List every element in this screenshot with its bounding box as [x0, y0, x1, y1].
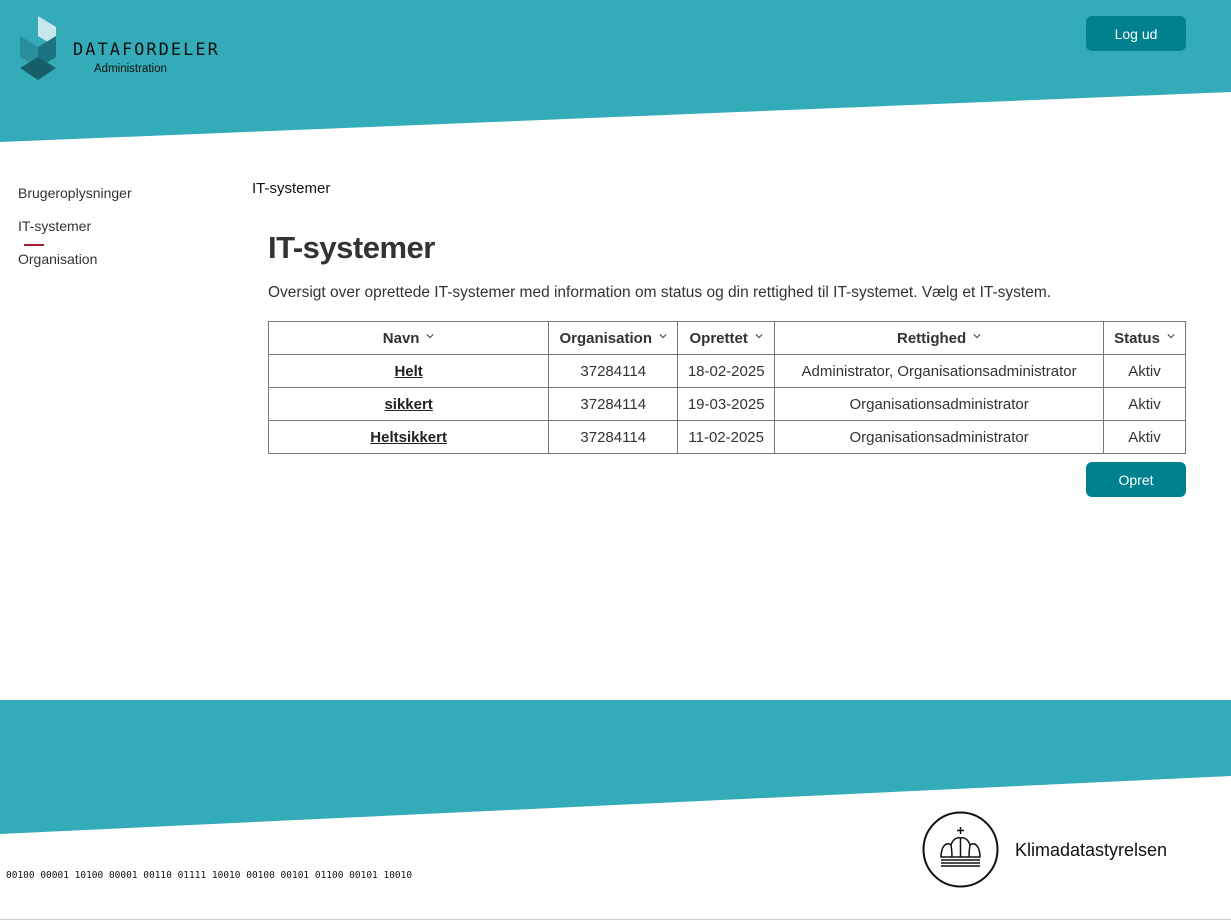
column-header-label: Rettighed	[897, 329, 967, 347]
page-description: Oversigt over oprettede IT-systemer med information om status og din rettighed til IT-systemet. Vælg et IT-system.	[268, 284, 1052, 301]
logo-title: DATAFORDELER	[73, 40, 220, 60]
column-header-status[interactable]	[1104, 322, 1186, 355]
cell-rights: Administrator, Organisationsadministrator	[775, 355, 1104, 388]
chevron-down-icon	[755, 332, 763, 340]
cell-name	[269, 388, 549, 421]
logo-subtitle: Administration	[94, 63, 167, 75]
sidebar-item-organisation[interactable]: Organisation	[18, 251, 98, 267]
column-header-label: Status	[1114, 329, 1160, 347]
agency-name: Klimadatastyrelsen	[1015, 840, 1168, 860]
datafordeler-logo-icon	[18, 16, 58, 82]
table-row	[269, 388, 1186, 421]
column-header-label: Navn	[382, 329, 420, 347]
sidebar-item-brugeroplysninger[interactable]: Brugeroplysninger	[18, 185, 132, 201]
cell-created: 19-03-2025	[678, 388, 775, 421]
page-title: IT-systemer	[268, 230, 435, 265]
system-link[interactable]: Heltsikkert	[370, 428, 447, 446]
cell-name	[269, 421, 549, 454]
bottom-divider	[0, 919, 1231, 920]
sidebar-item-it-systemer[interactable]: IT-systemer	[18, 218, 132, 251]
cell-rights: Organisationsadministrator	[775, 421, 1104, 454]
chevron-down-icon	[1167, 332, 1175, 340]
table-header-row	[269, 322, 1186, 355]
column-header-navn[interactable]	[269, 322, 549, 355]
column-header-rettighed[interactable]	[775, 322, 1104, 355]
breadcrumb: IT-systemer	[252, 180, 331, 197]
column-header-label: Oprettet	[689, 329, 748, 347]
system-link[interactable]: sikkert	[384, 395, 433, 413]
cell-created: 18-02-2025	[678, 355, 775, 388]
cell-rights: Organisationsadministrator	[775, 388, 1104, 421]
column-header-label: Organisation	[559, 329, 652, 347]
it-systems-table	[268, 321, 1186, 454]
system-link[interactable]: Helt	[394, 362, 423, 380]
logout-button[interactable]: Log ud	[1086, 16, 1186, 51]
create-button[interactable]: Opret	[1086, 462, 1186, 497]
cell-name	[269, 355, 549, 388]
sidebar-nav	[18, 185, 132, 284]
column-header-organisation[interactable]	[549, 322, 678, 355]
cell-status: Aktiv	[1104, 355, 1186, 388]
cell-organisation: 37284114	[549, 388, 678, 421]
footer-banner	[0, 700, 1231, 840]
chevron-down-icon	[973, 332, 981, 340]
cell-status: Aktiv	[1104, 421, 1186, 454]
crown-icon	[922, 811, 999, 888]
chevron-down-icon	[659, 332, 667, 340]
column-header-oprettet[interactable]	[678, 322, 775, 355]
cell-status: Aktiv	[1104, 388, 1186, 421]
cell-organisation: 37284114	[549, 355, 678, 388]
chevron-down-icon	[426, 332, 434, 340]
binary-code-text: 00100 00001 10100 00001 00110 01111 10010 00100 00101 01100 00101 10010	[6, 870, 413, 881]
cell-created: 11-02-2025	[678, 421, 775, 454]
table-row	[269, 421, 1186, 454]
table-row	[269, 355, 1186, 388]
cell-organisation: 37284114	[549, 421, 678, 454]
